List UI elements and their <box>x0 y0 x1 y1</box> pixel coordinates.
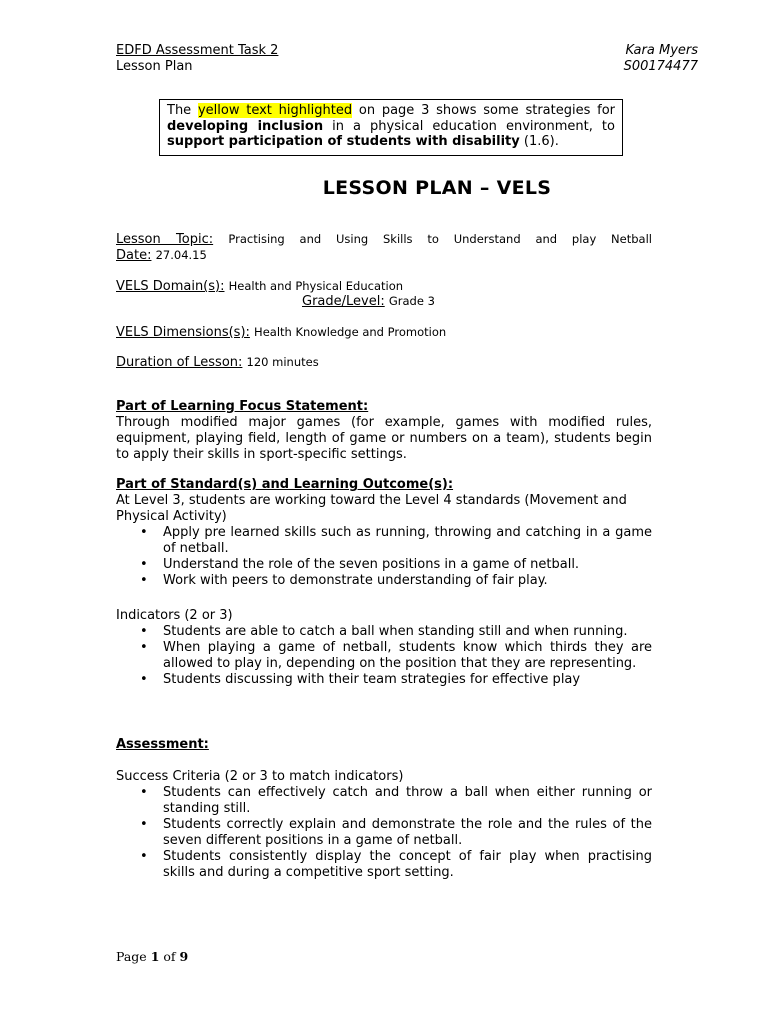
list-item <box>116 573 652 589</box>
total-page-count: 9 <box>179 949 189 964</box>
list-item <box>116 624 652 640</box>
bullet-icon: • <box>140 573 148 588</box>
bullet-icon: • <box>140 785 148 800</box>
bullet-icon: • <box>140 849 148 864</box>
indicators-list <box>116 624 652 688</box>
success-criteria-heading: Success Criteria (2 or 3 to match indicators) <box>116 769 404 784</box>
learning-focus-text: Through modified major games (for example, games with modified rules, equipment, playing field, length of game or numbers on a team), students begin to apply their skills in sport-specific settings. <box>116 415 652 462</box>
bullet-icon: • <box>140 557 148 572</box>
title-text: LESSON PLAN – VELS <box>322 177 552 199</box>
footer-of-word: of <box>159 949 180 964</box>
note-text: (1.6). <box>519 134 559 149</box>
list-item-text: Students discussing with their team strategies for effective play <box>163 672 581 687</box>
note-bold-text: support participation of students with disability <box>167 134 520 149</box>
assessment-section <box>116 737 652 881</box>
list-item <box>116 525 652 557</box>
grade-value: Grade 3 <box>388 294 435 308</box>
dimensions-label: VELS Dimensions(s): <box>116 325 250 340</box>
learning-focus-heading: Part of Learning Focus Statement: <box>116 399 369 414</box>
list-item <box>116 849 652 881</box>
assessment-heading: Assessment: <box>116 737 209 752</box>
success-criteria-list <box>116 785 652 881</box>
list-item-text: Students are able to catch a ball when standing still and when running. <box>163 624 628 639</box>
bullet-icon: • <box>140 525 148 540</box>
footer-page-word: Page <box>116 949 151 964</box>
list-item-text: Students can effectively catch and throw a ball when either running or standing still. <box>163 785 652 816</box>
note-text: on page 3 shows some strategies for <box>352 103 616 118</box>
standards-section <box>116 477 652 589</box>
date-row <box>116 247 652 264</box>
indicators-section <box>116 608 652 688</box>
list-item <box>116 817 652 849</box>
grade-level-row <box>302 293 602 310</box>
note-text: The <box>167 103 198 118</box>
lesson-plan-title <box>116 176 768 200</box>
standards-heading: Part of Standard(s) and Learning Outcome(s): <box>116 477 454 492</box>
student-id: S00174477 <box>623 59 698 74</box>
bullet-icon: • <box>140 672 148 687</box>
list-item-text: Apply pre learned skills such as running, throwing and catching in a game of netball. <box>163 525 652 556</box>
highlighted-text: yellow text highlighted <box>197 103 353 118</box>
author-name: Kara Myers <box>625 43 698 58</box>
domain-value: Health and Physical Education <box>228 279 404 293</box>
list-item <box>116 672 652 688</box>
date-label: Date: <box>116 248 152 263</box>
page-footer <box>116 949 188 965</box>
topic-label: Lesson Topic: <box>116 232 214 247</box>
list-item-text: Students consistently display the concept of fair play when practising skills and during a competitive sport setting. <box>163 849 652 880</box>
course-title: EDFD Assessment Task 2 <box>116 43 279 58</box>
bullet-icon: • <box>140 817 148 832</box>
standards-intro: At Level 3, students are working toward the Level 4 standards (Movement and Physical Activity) <box>116 493 627 524</box>
list-item-text: When playing a game of netball, students know which thirds they are allowed to play in, depending on the position that they are representing. <box>163 640 652 671</box>
grade-label: Grade/Level: <box>302 294 385 309</box>
inclusion-note-box <box>159 99 623 156</box>
bullet-icon: • <box>140 640 148 655</box>
list-item-text: Understand the role of the seven positions in a game of netball. <box>163 557 580 572</box>
lesson-topic-row <box>116 231 652 248</box>
note-bold-text: developing inclusion <box>167 118 324 134</box>
list-item <box>116 557 652 573</box>
list-item <box>116 785 652 817</box>
indicators-heading: Indicators (2 or 3) <box>116 608 233 623</box>
domain-label: VELS Domain(s): <box>116 279 225 294</box>
topic-value: Practising and Using Skills to Understand and play Netball <box>228 232 652 246</box>
dimensions-value: Health Knowledge and Promotion <box>254 325 447 339</box>
list-item <box>116 640 652 672</box>
standards-list <box>116 525 652 589</box>
document-type: Lesson Plan <box>116 59 193 74</box>
list-item-text: Work with peers to demonstrate understanding of fair play. <box>163 573 548 588</box>
learning-focus-section <box>116 399 652 463</box>
note-text: in a physical education environment, to <box>323 118 615 134</box>
duration-label: Duration of Lesson: <box>116 355 243 370</box>
date-value: 27.04.15 <box>155 248 207 262</box>
current-page-number: 1 <box>150 949 160 964</box>
bullet-icon: • <box>140 624 148 639</box>
duration-value: 120 minutes <box>246 355 319 369</box>
vels-dimensions-row <box>116 324 652 341</box>
duration-row <box>116 354 652 371</box>
list-item-text: Students correctly explain and demonstrate the role and the rules of the seven different positions in a game of netball. <box>163 817 652 848</box>
